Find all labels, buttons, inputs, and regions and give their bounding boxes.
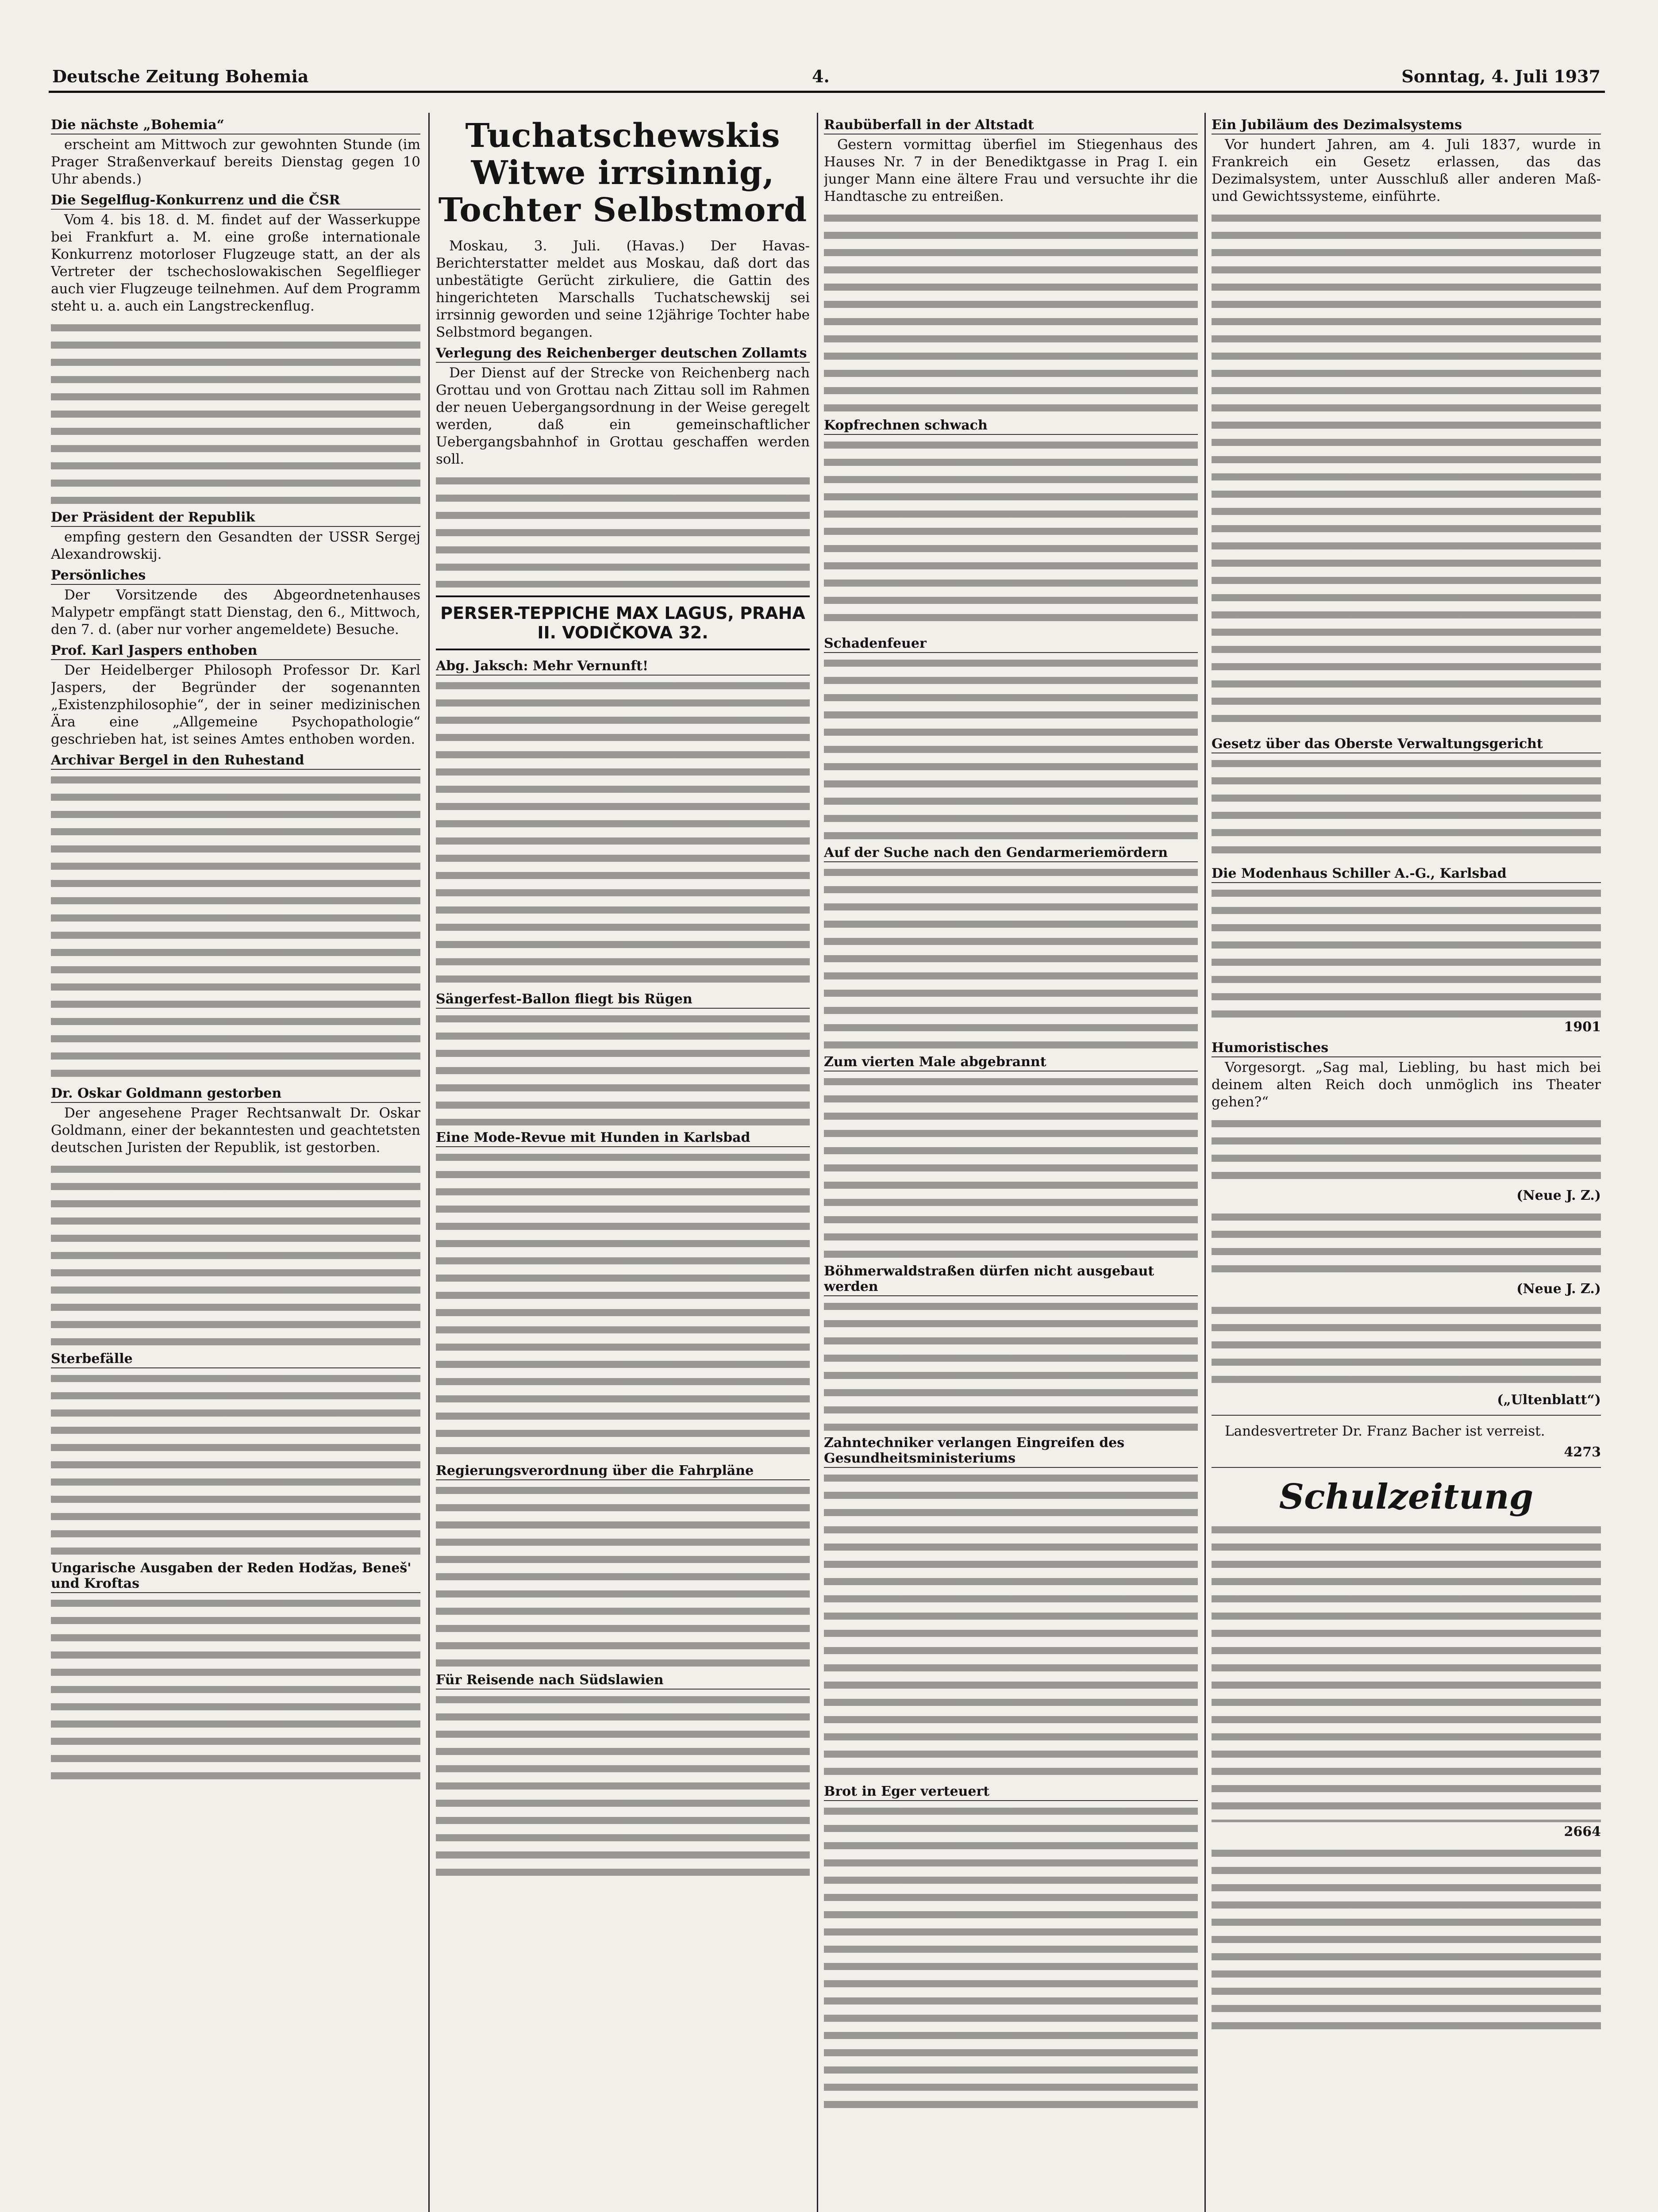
text-body — [1212, 210, 1601, 732]
text-body — [51, 1370, 420, 1556]
article-heading: Brot in Eger verteuert — [824, 1784, 1198, 1801]
article-text: Vom 4. bis 18. d. M. findet auf der Wasserkuppe bei Frankfurt a. M. eine große internationale Konkurrenz motorloser Flugzeuge statt, an der als Vertreter der tschechoslowakischen Segelflieger auch vier Flugzeuge teilnehmen. Auf dem Programm steht u. a. auch ein Langstreckenflug. — [51, 212, 420, 314]
column-3 — [824, 113, 1198, 2212]
source-credit: (Neue J. Z.) — [1516, 1281, 1601, 1297]
ad-number: 1901 — [1564, 1019, 1601, 1035]
article-text: Vor hundert Jahren, am 4. Juli 1837, wurde in Frankreich ein Gesetz erlassen, das das Dezimalsystem, unter Ausschluß aller anderen Maß- und Gewichtssysteme, einführte. — [1212, 137, 1601, 204]
text-body — [436, 1010, 810, 1125]
article-heading: Schadenfeuer — [824, 636, 1198, 653]
article-text: Vorgesorgt. „Sag mal, Liebling, bu hast mich bei deinem alten Reich doch unmöglich ins Theater gehen?“ — [1212, 1060, 1601, 1110]
article-heading: Sängerfest-Ballon fliegt bis Rügen — [436, 991, 810, 1009]
article-heading: Für Reisende nach Südslawien — [436, 1672, 810, 1690]
column-2 — [436, 113, 810, 2212]
article-heading: Persönliches — [51, 568, 420, 585]
article-heading: Ungarische Ausgaben der Reden Hodžas, Beneš' und Kroftas — [51, 1560, 420, 1593]
text-body — [51, 319, 420, 505]
article-heading: Regierungsverordnung über die Fahrpläne — [436, 1463, 810, 1480]
article-heading: Raubüberfall in der Altstadt — [824, 117, 1198, 134]
column-1 — [51, 113, 420, 2212]
text-body — [824, 655, 1198, 841]
page-number: 4. — [812, 66, 830, 86]
text-body — [824, 1298, 1198, 1431]
article-heading: Kopfrechnen schwach — [824, 418, 1198, 435]
article-text: erscheint am Mittwoch zur gewohnten Stunde (im Prager Straßenverkauf bereits Dienstag gegen 10 Uhr abends.) — [51, 137, 420, 187]
text-body — [436, 1149, 810, 1459]
article-heading: Eine Mode-Revue mit Hunden in Karlsbad — [436, 1130, 810, 1147]
article-heading: Die nächste „Bohemia“ — [51, 117, 420, 134]
article-heading: Gesetz über das Oberste Verwaltungsgericht — [1212, 736, 1601, 753]
text-body — [824, 437, 1198, 631]
ad-number: 4273 — [1564, 1444, 1601, 1460]
ad-number: 2664 — [1564, 1824, 1601, 1839]
article-heading: Zahntechniker verlangen Eingreifen des Gesundheitsministeriums — [824, 1435, 1198, 1468]
column-rule — [1204, 113, 1206, 2212]
article-heading: Die Modenhaus Schiller A.-G., Karlsbad — [1212, 866, 1601, 883]
text-body — [1212, 885, 1601, 1018]
advertisement-banner: PERSER-TEPPICHE MAX LAGUS, PRAHA II. VODIČKOVA 32. — [436, 595, 810, 650]
column-rule — [817, 113, 818, 2212]
text-body — [436, 677, 810, 987]
article-text: Der Dienst auf der Strecke von Reichenberg nach Grottau und von Grottau nach Zittau soll im Rahmen der neuen Uebergangsordnung in der Weise geregelt werden, daß ein gemeinschaftlicher Uebergangsbahnhof in Grottau geschaffen werden soll. — [436, 365, 810, 467]
text-body — [1212, 1302, 1601, 1390]
article-heading: Auf der Suche nach den Gendarmeriemördern — [824, 845, 1198, 862]
main-headline: Tuchatschewskis Witwe irrsinnig, Tochter Selbstmord — [438, 117, 808, 229]
article-text: Der Heidelberger Philosoph Professor Dr. Karl Jaspers, der Begründer der sogenannten „Existenzphilosophie“, der in seiner medizinischen Ära eine „Allgemeine Psychopathologie“ geschrieben hat, ist seines Amtes enthoben worden. — [51, 662, 420, 747]
divider — [1212, 1467, 1601, 1468]
text-body — [1212, 1115, 1601, 1186]
paper-name: Deutsche Zeitung Bohemia — [52, 66, 309, 86]
notice-text: Landesvertreter Dr. Franz Bacher ist verreist. — [1225, 1423, 1545, 1439]
column-4 — [1212, 113, 1601, 2212]
text-body — [1212, 1209, 1601, 1279]
article-text: Moskau, 3. Juli. (Havas.) Der Havas-Berichterstatter meldet aus Moskau, daß dort das unbestätigte Gerücht zirkuliere, die Gattin des hingerichteten Marschalls Tuchatschewskij sei irrsinnig geworden und seine 12jährige Tochter habe Selbstmord begangen. — [436, 238, 810, 340]
column-rule — [428, 113, 430, 2212]
article-heading: Ein Jubiläum des Dezimalsystems — [1212, 117, 1601, 134]
article-text: Der Vorsitzende des Abgeordnetenhauses Malypetr empfängt statt Dienstag, den 6., Mittwoch, den 7. d. (aber nur vorher angemeldete) Besuche. — [51, 587, 420, 637]
text-body — [436, 1691, 810, 1877]
header-rule — [49, 91, 1605, 93]
article-heading: Abg. Jaksch: Mehr Vernunft! — [436, 658, 810, 676]
article-heading: Archivar Bergel in den Ruhestand — [51, 753, 420, 770]
divider — [1212, 1415, 1601, 1416]
text-body — [51, 1595, 420, 1781]
article-heading: Verlegung des Reichenberger deutschen Zollamts — [436, 346, 810, 363]
text-body — [824, 1470, 1198, 1779]
text-body — [1212, 755, 1601, 861]
article-text: empfing gestern den Gesandten der USSR Sergej Alexandrowskij. — [51, 529, 420, 562]
article-heading: Sterbefälle — [51, 1351, 420, 1368]
text-body — [51, 1161, 420, 1347]
text-body — [436, 472, 810, 588]
source-credit: („Ultenblatt“) — [1497, 1392, 1601, 1408]
article-heading: Zum vierten Male abgebrannt — [824, 1054, 1198, 1071]
article-text: Der angesehene Prager Rechtsanwalt Dr. Oskar Goldmann, einer der bekanntesten und geachtetsten deutschen Juristen der Republik, ist gestorben. — [51, 1105, 420, 1156]
text-body — [1212, 1521, 1601, 1822]
issue-date: Sonntag, 4. Juli 1937 — [1401, 66, 1600, 86]
text-body — [824, 210, 1198, 413]
text-body — [436, 1482, 810, 1668]
article-text: Gestern vormittag überfiel im Stiegenhaus des Hauses Nr. 7 in der Benediktgasse in Prag I. ein junger Mann eine ältere Frau und versuchte ihr die Handtasche zu entreißen. — [824, 137, 1198, 204]
article-heading: Der Präsident der Republik — [51, 510, 420, 527]
section-title: Schulzeitung — [1279, 1477, 1534, 1517]
article-heading: Dr. Oskar Goldmann gestorben — [51, 1086, 420, 1103]
source-credit: (Neue J. Z.) — [1516, 1188, 1601, 1203]
article-heading: Böhmerwaldstraßen dürfen nicht ausgebaut werden — [824, 1263, 1198, 1296]
text-body — [51, 772, 420, 1081]
article-heading: Prof. Karl Jaspers enthoben — [51, 643, 420, 660]
article-heading: Humoristisches — [1212, 1040, 1601, 1057]
text-body — [824, 1803, 1198, 2112]
article-heading: Die Segelflug-Konkurrenz und die ČSR — [51, 192, 420, 210]
text-body — [1212, 1845, 1601, 2031]
text-body — [824, 864, 1198, 1050]
text-body — [824, 1073, 1198, 1259]
